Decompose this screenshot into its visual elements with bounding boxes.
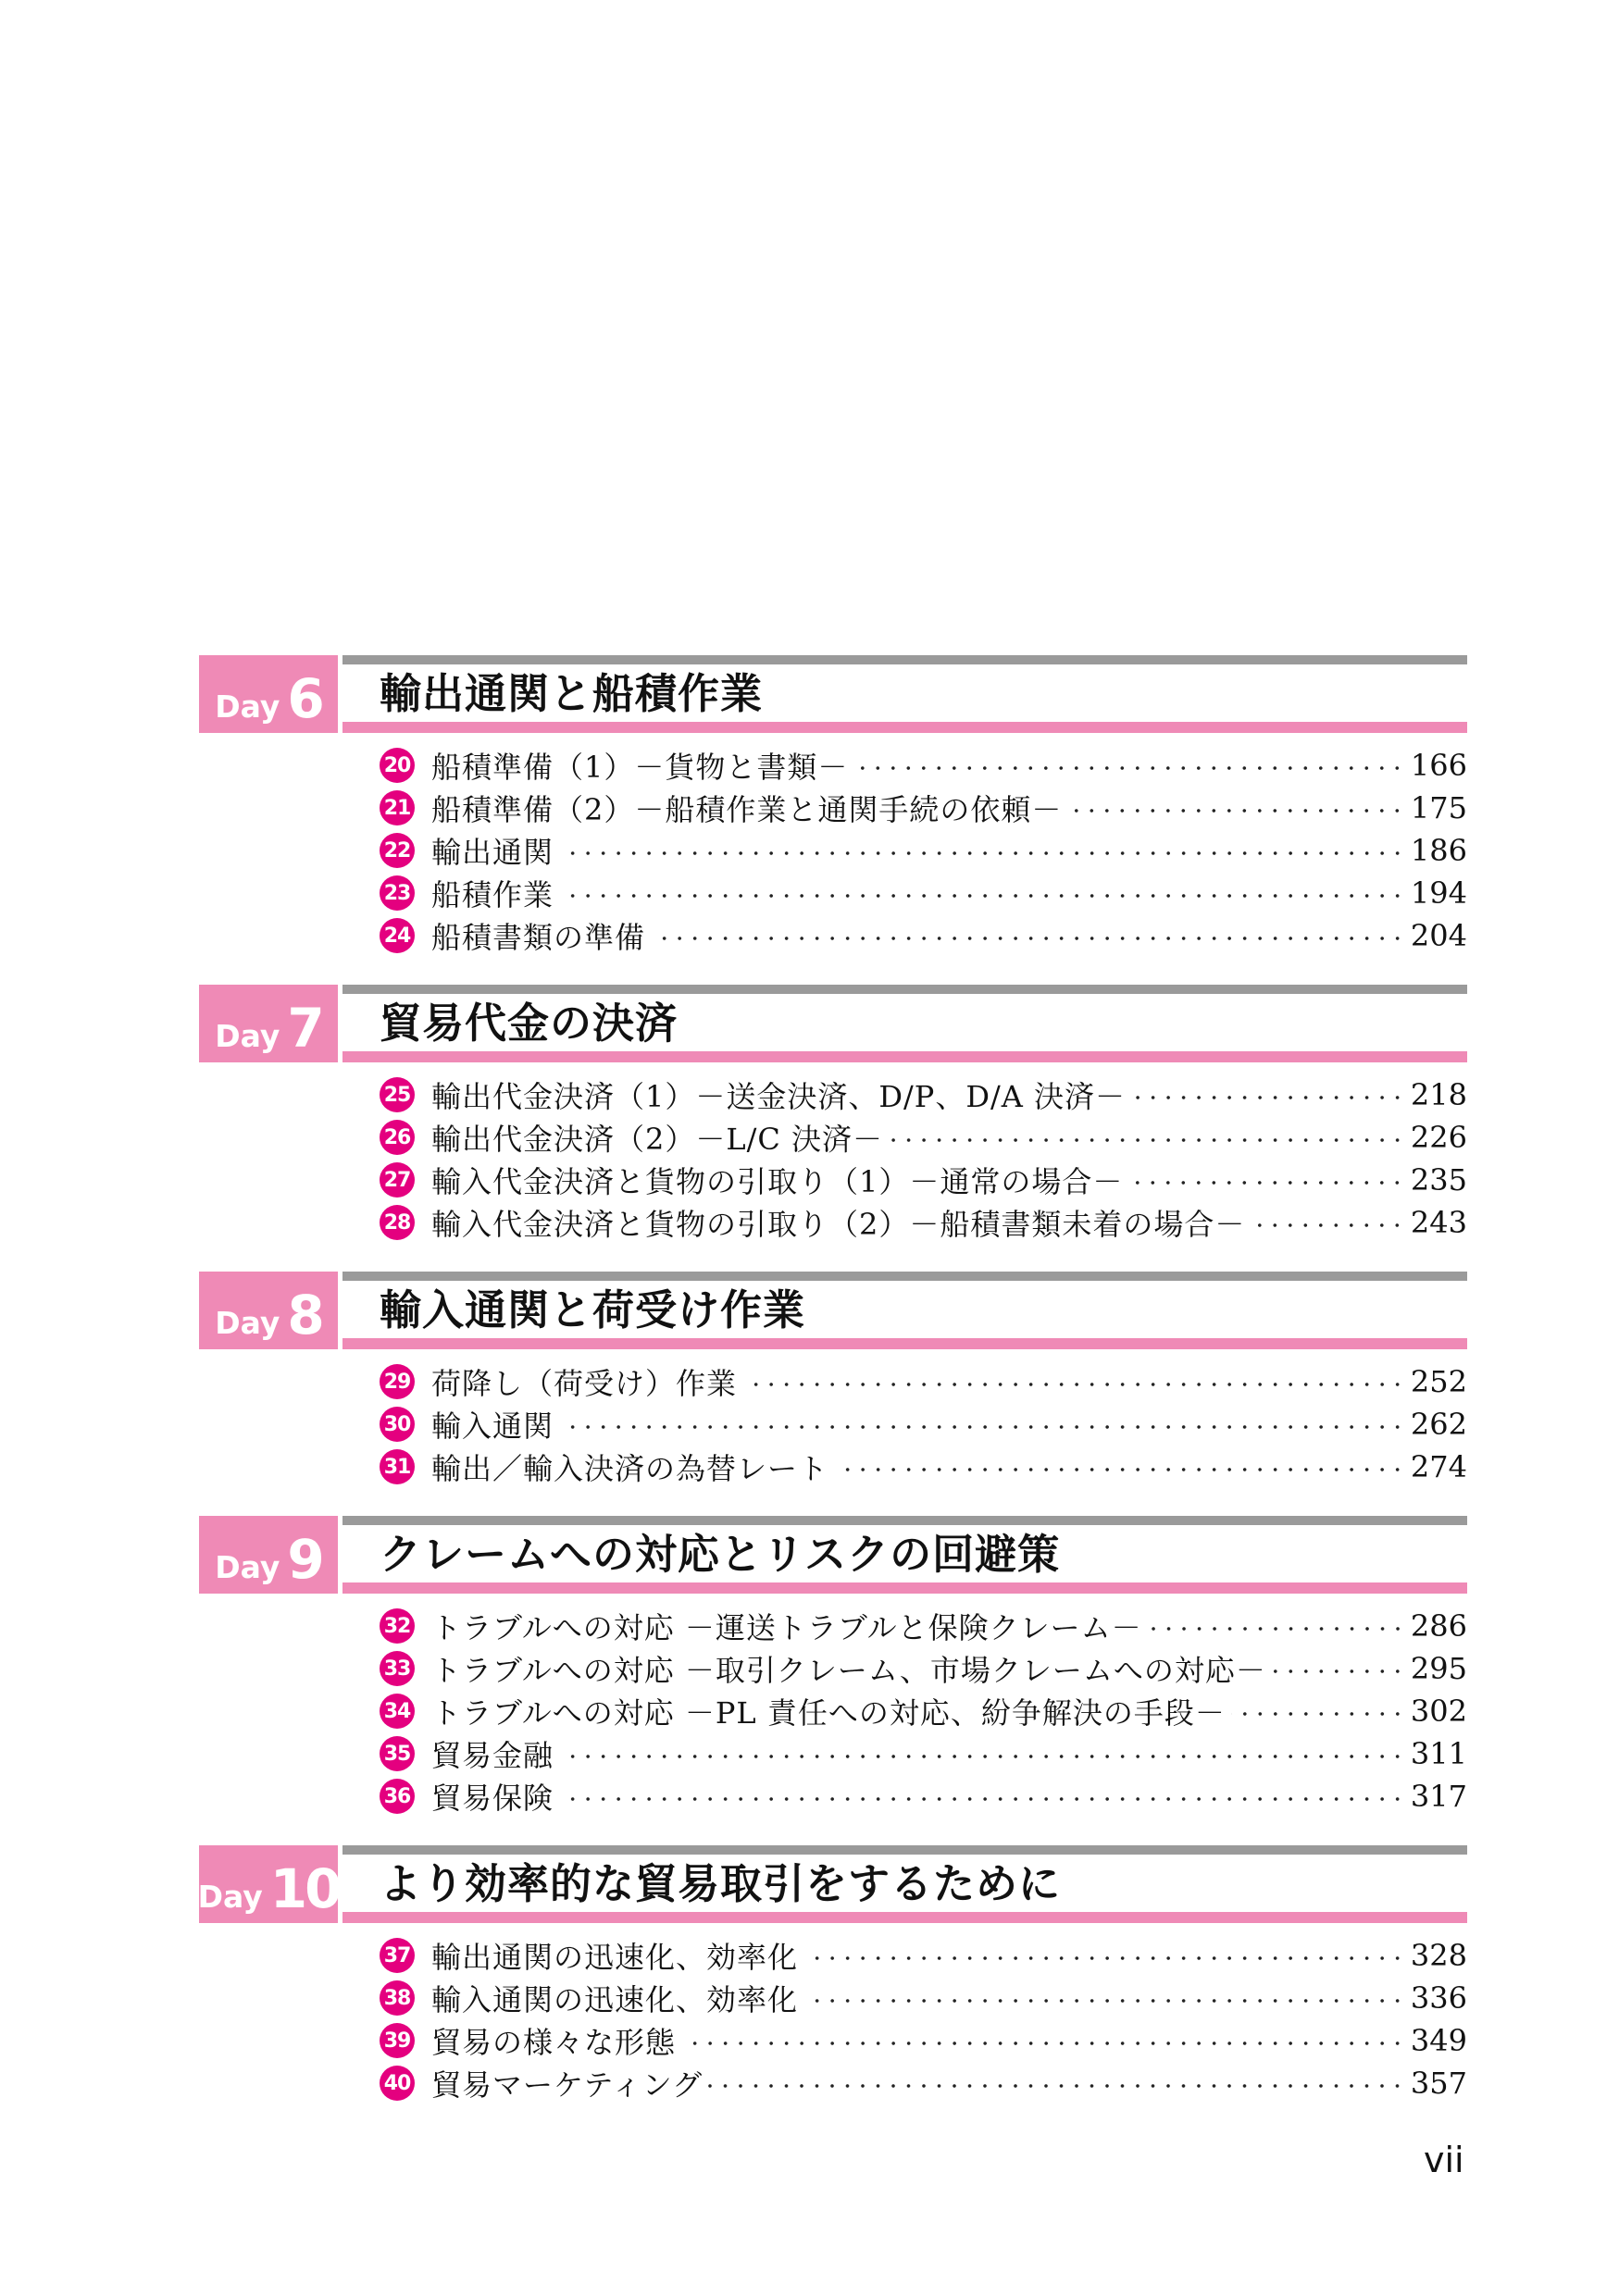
dot-leader	[1272, 1669, 1405, 1674]
header-rule-pink	[342, 1338, 1467, 1349]
dot-leader	[559, 1424, 1405, 1430]
toc-entry[interactable]	[380, 1977, 1467, 2019]
entry-page: 286	[1410, 1608, 1467, 1644]
entry-title: 輸出通関の迅速化、効率化	[431, 1940, 799, 1975]
toc-entry[interactable]	[380, 1446, 1467, 1488]
item-list	[199, 1594, 1467, 1823]
dot-leader	[742, 1382, 1405, 1387]
entry-title: 輸出／輸入決済の為替レート	[431, 1451, 829, 1486]
toc-entry[interactable]	[380, 1403, 1467, 1446]
dot-leader	[559, 1754, 1405, 1759]
day-label: Day	[197, 1879, 263, 1915]
entry-title: 輸入通関の迅速化、効率化	[431, 1982, 799, 2017]
section-title: 輸出通関と船積作業	[380, 669, 764, 718]
toc-entry[interactable]	[380, 787, 1467, 829]
entry-title: 輸出代金決済（1）－送金決済、D/P、D/A 決済－	[431, 1079, 1127, 1114]
toc-entry[interactable]	[380, 2062, 1467, 2104]
dot-leader	[559, 850, 1405, 856]
entry-title: トラブルへの対応 －取引クレーム、市場クレームへの対応－	[431, 1653, 1266, 1688]
entry-page: 235	[1410, 1162, 1467, 1198]
dot-leader	[1251, 1222, 1405, 1228]
item-list	[199, 1349, 1467, 1494]
entry-page: 328	[1410, 1938, 1467, 1973]
entry-number-badge: 38	[380, 1980, 415, 2016]
section-title: より効率的な貿易取引をするために	[380, 1859, 1062, 1908]
entry-title: 船積準備（1）－貨物と書類－	[431, 750, 849, 785]
toc-entry[interactable]	[380, 1159, 1467, 1201]
entry-page: 166	[1410, 748, 1467, 783]
day-label: Day	[215, 1549, 280, 1585]
section-title: クレームへの対応とリスクの回避策	[380, 1530, 1061, 1579]
entry-title: 輸出代金決済（2）－L/C 決済－	[431, 1122, 884, 1157]
toc-entry[interactable]	[380, 2019, 1467, 2062]
toc-entry[interactable]	[380, 1360, 1467, 1403]
entry-title: 貿易保険	[431, 1781, 554, 1816]
entry-page: 186	[1410, 833, 1467, 868]
day-badge	[199, 655, 338, 733]
entry-number-badge: 34	[380, 1694, 415, 1729]
dot-leader	[1128, 1180, 1405, 1185]
item-list	[199, 1062, 1467, 1249]
header-rule-gray	[342, 1272, 1467, 1281]
item-list	[199, 733, 1467, 962]
toc-entry[interactable]	[380, 872, 1467, 914]
section-day-10	[199, 1845, 1467, 2110]
section-title: 輸入通関と荷受け作業	[380, 1285, 806, 1334]
toc-entry[interactable]	[380, 1732, 1467, 1775]
entry-page: 194	[1410, 875, 1467, 911]
entry-page: 311	[1410, 1736, 1467, 1771]
entry-number-badge: 20	[380, 748, 415, 783]
toc-entry[interactable]	[380, 1201, 1467, 1244]
section-day-9	[199, 1516, 1467, 1823]
entry-page: 175	[1410, 790, 1467, 825]
entry-title: 貿易マーケティング	[431, 2067, 704, 2103]
toc-entry[interactable]	[380, 829, 1467, 872]
dot-leader	[889, 1137, 1405, 1143]
entry-title: 貿易金融	[431, 1738, 554, 1773]
page-number: vii	[1424, 2140, 1464, 2180]
entry-number-badge: 29	[380, 1364, 415, 1399]
header-rule-gray	[342, 985, 1467, 994]
entry-title: トラブルへの対応 －運送トラブルと保険クレーム－	[431, 1610, 1142, 1645]
day-badge	[199, 1845, 338, 1923]
header-rule-pink	[342, 1912, 1467, 1923]
dot-leader	[803, 1998, 1405, 2004]
section-header	[199, 1845, 1467, 1923]
entry-number-badge: 26	[380, 1120, 415, 1155]
entry-number-badge: 37	[380, 1938, 415, 1973]
entry-title: 輸出通関	[431, 835, 554, 870]
table-of-contents	[199, 655, 1467, 2110]
entry-page: 204	[1410, 918, 1467, 953]
dot-leader	[559, 1796, 1405, 1802]
toc-entry[interactable]	[380, 1074, 1467, 1116]
entry-number-badge: 22	[380, 833, 415, 868]
entry-number-badge: 36	[380, 1779, 415, 1814]
entry-number-badge: 31	[380, 1449, 415, 1484]
entry-number-badge: 25	[380, 1077, 415, 1112]
section-day-6	[199, 655, 1467, 962]
dot-leader	[559, 893, 1405, 899]
header-rule-pink	[342, 722, 1467, 733]
section-header	[199, 655, 1467, 733]
entry-page: 252	[1410, 1364, 1467, 1399]
header-rule-pink	[342, 1582, 1467, 1594]
toc-entry[interactable]	[380, 1647, 1467, 1690]
header-rule-gray	[342, 1516, 1467, 1525]
dot-leader	[1148, 1626, 1405, 1632]
toc-entry[interactable]	[380, 1690, 1467, 1732]
entry-number-badge: 24	[380, 918, 415, 953]
dot-leader	[834, 1467, 1405, 1472]
entry-page: 218	[1410, 1077, 1467, 1112]
entry-page: 243	[1410, 1205, 1467, 1240]
entry-title: 輸入代金決済と貨物の引取り（1）－通常の場合－	[431, 1164, 1124, 1199]
entry-number-badge: 39	[380, 2023, 415, 2058]
entry-number-badge: 23	[380, 875, 415, 911]
day-badge	[199, 985, 338, 1062]
section-title: 貿易代金の決済	[380, 999, 679, 1048]
section-header	[199, 1516, 1467, 1594]
toc-entry[interactable]	[380, 1775, 1467, 1818]
entry-number-badge: 28	[380, 1205, 415, 1240]
toc-entry[interactable]	[380, 1605, 1467, 1647]
section-day-8	[199, 1272, 1467, 1494]
day-number: 8	[287, 1283, 322, 1347]
header-rule-pink	[342, 1051, 1467, 1062]
entry-page: 262	[1410, 1407, 1467, 1442]
dot-leader	[853, 765, 1405, 771]
entry-page: 274	[1410, 1449, 1467, 1484]
entry-title: 輸入通関	[431, 1409, 554, 1444]
dot-leader	[708, 2083, 1405, 2089]
toc-entry[interactable]	[380, 744, 1467, 787]
entry-title: 船積書類の準備	[431, 920, 646, 955]
entry-title: 貿易の様々な形態	[431, 2025, 677, 2060]
entry-number-badge: 35	[380, 1736, 415, 1771]
toc-entry[interactable]	[380, 1934, 1467, 1977]
entry-page: 317	[1410, 1779, 1467, 1814]
toc-entry[interactable]	[380, 914, 1467, 957]
day-badge	[199, 1272, 338, 1349]
dot-leader	[1231, 1711, 1405, 1717]
dot-leader	[1067, 808, 1405, 813]
dot-leader	[681, 2041, 1405, 2046]
day-label: Day	[215, 1305, 280, 1341]
entry-page: 349	[1410, 2023, 1467, 2058]
day-number: 7	[287, 996, 322, 1060]
section-header	[199, 985, 1467, 1062]
item-list	[199, 1923, 1467, 2110]
toc-entry[interactable]	[380, 1116, 1467, 1159]
entry-number-badge: 30	[380, 1407, 415, 1442]
entry-number-badge: 40	[380, 2066, 415, 2101]
entry-number-badge: 21	[380, 790, 415, 825]
entry-number-badge: 27	[380, 1162, 415, 1198]
entry-number-badge: 33	[380, 1651, 415, 1686]
entry-page: 302	[1410, 1694, 1467, 1729]
entry-title: 船積準備（2）－船積作業と通関手続の依頼－	[431, 792, 1063, 827]
entry-number-badge: 32	[380, 1608, 415, 1644]
dot-leader	[1131, 1095, 1405, 1100]
entry-page: 357	[1410, 2066, 1467, 2101]
section-day-7	[199, 985, 1467, 1249]
header-rule-gray	[342, 1845, 1467, 1855]
dot-leader	[803, 1955, 1405, 1961]
entry-page: 226	[1410, 1120, 1467, 1155]
day-number: 6	[287, 666, 322, 730]
day-number: 9	[287, 1527, 322, 1591]
entry-title: 荷降し（荷受け）作業	[431, 1366, 738, 1401]
day-label: Day	[215, 689, 280, 725]
dot-leader	[651, 936, 1405, 941]
day-label: Day	[215, 1018, 280, 1054]
day-badge	[199, 1516, 338, 1594]
header-rule-gray	[342, 655, 1467, 664]
section-header	[199, 1272, 1467, 1349]
entry-title: 輸入代金決済と貨物の引取り（2）－船積書類未着の場合－	[431, 1207, 1246, 1242]
entry-page: 295	[1410, 1651, 1467, 1686]
entry-page: 336	[1410, 1980, 1467, 2016]
day-number: 10	[269, 1856, 340, 1920]
entry-title: 船積作業	[431, 877, 554, 912]
entry-title: トラブルへの対応 －PL 責任への対応、紛争解決の手段－	[431, 1695, 1226, 1731]
